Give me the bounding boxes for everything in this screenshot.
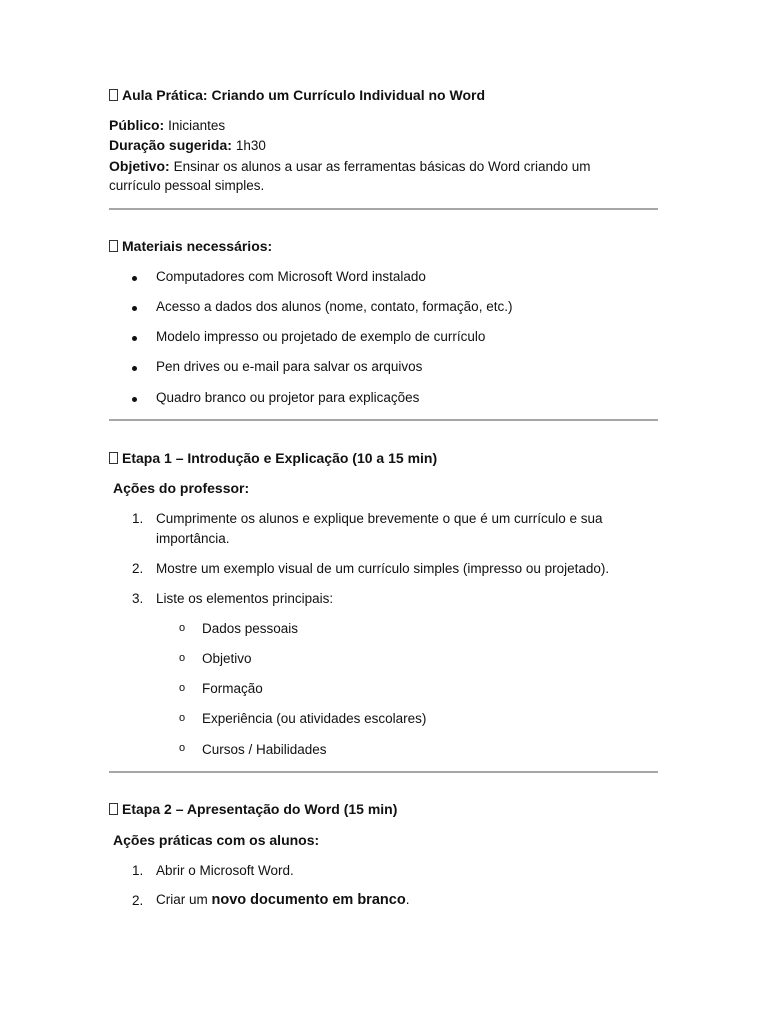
etapa1-subheading: Ações do professor: — [113, 480, 250, 496]
sub-list-item: Cursos / Habilidades — [202, 742, 327, 757]
step-text-cont: importância. — [156, 531, 230, 546]
list-item: Pen drives ou e-mail para salvar os arquivos — [156, 359, 423, 374]
list-item: Quadro branco ou projetor para explicações — [156, 390, 420, 405]
etapa2-heading — [109, 801, 397, 817]
etapa2-subheading: Ações práticas com os alunos: — [113, 832, 320, 848]
bullet-icon — [132, 336, 137, 341]
duracao-line — [109, 137, 266, 153]
step-text-pre: Criar um — [156, 892, 212, 907]
sub-list-item: Formação — [202, 681, 263, 696]
objetivo-label: Objetivo: — [109, 158, 170, 174]
missing-glyph-icon — [109, 452, 118, 464]
list-item: Modelo impresso ou projetado de exemplo de currículo — [156, 329, 486, 344]
objetivo-line — [109, 158, 591, 174]
list-item: Computadores com Microsoft Word instalado — [156, 269, 426, 284]
step-text: Liste os elementos principais: — [156, 591, 334, 606]
step-text-bold: novo documento em branco — [211, 892, 406, 908]
publico-line — [109, 117, 225, 133]
divider — [109, 208, 658, 210]
step-text-post: . — [405, 892, 410, 907]
sub-bullet-icon: o — [179, 742, 186, 754]
divider — [109, 771, 658, 773]
step-number: 3. — [132, 591, 144, 606]
doc-title — [109, 87, 485, 103]
step-number: 2. — [132, 893, 144, 908]
objetivo-value-line1: Ensinar os alunos a usar as ferramentas básicas do Word criando um — [173, 159, 591, 174]
sub-bullet-icon: o — [179, 622, 186, 634]
sub-bullet-icon: o — [179, 682, 186, 694]
objetivo-value-line2: currículo pessoal simples. — [109, 178, 265, 193]
step-text — [156, 890, 409, 910]
etapa1-heading — [109, 450, 437, 466]
materiais-heading-text: Materiais necessários: — [122, 238, 273, 254]
sub-list-item: Dados pessoais — [202, 621, 299, 636]
materiais-heading — [109, 238, 272, 254]
bullet-icon — [132, 366, 137, 371]
doc-title-text: Aula Prática: Criando um Currículo Individual no Word — [122, 87, 485, 103]
step-number: 1. — [132, 863, 144, 878]
list-item: Acesso a dados dos alunos (nome, contato, formação, etc.) — [156, 299, 513, 314]
step-text: Cumprimente os alunos e explique brevemente o que é um currículo e sua — [156, 511, 603, 526]
divider — [109, 419, 658, 421]
etapa2-heading-text: Etapa 2 – Apresentação do Word (15 min) — [122, 801, 398, 817]
sub-list-item: Experiência (ou atividades escolares) — [202, 711, 427, 726]
bullet-icon — [132, 397, 137, 402]
missing-glyph-icon — [109, 803, 118, 815]
duracao-value: 1h30 — [235, 138, 266, 153]
step-number: 1. — [132, 511, 144, 526]
sub-bullet-icon: o — [179, 712, 186, 724]
etapa1-heading-text: Etapa 1 – Introdução e Explicação (10 a 15 min) — [122, 450, 438, 466]
bullet-icon — [132, 276, 137, 281]
step-number: 2. — [132, 561, 144, 576]
publico-label: Público: — [109, 117, 165, 133]
duracao-label: Duração sugerida: — [109, 137, 232, 153]
step-text: Abrir o Microsoft Word. — [156, 863, 294, 878]
step-text: Mostre um exemplo visual de um currículo simples (impresso ou projetado). — [156, 561, 610, 576]
bullet-icon — [132, 306, 137, 311]
missing-glyph-icon — [109, 240, 118, 252]
sub-list-item: Objetivo — [202, 651, 252, 666]
publico-value: Iniciantes — [168, 118, 226, 133]
missing-glyph-icon — [109, 89, 118, 101]
sub-bullet-icon: o — [179, 652, 186, 664]
